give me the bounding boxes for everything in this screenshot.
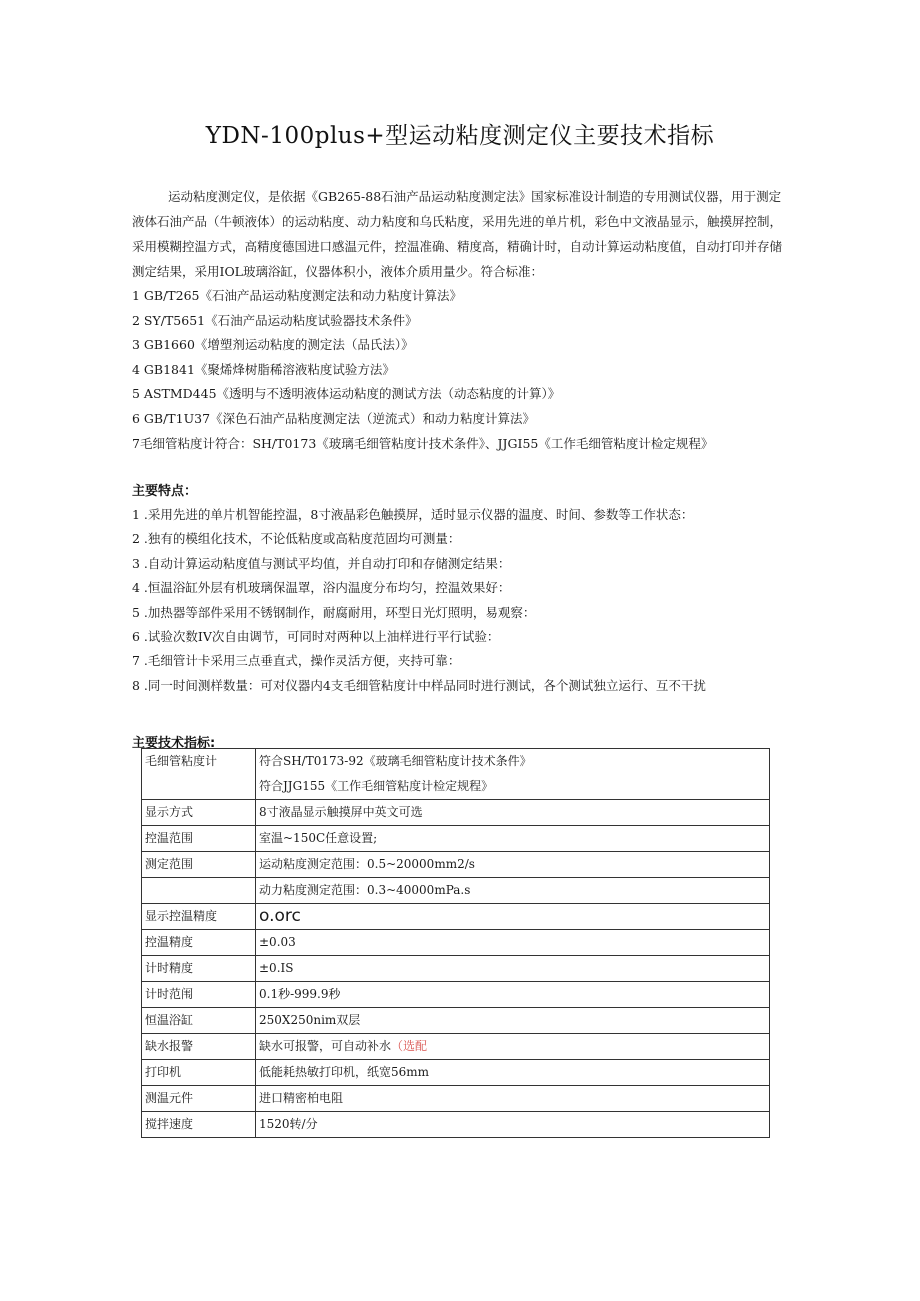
specs-table <box>141 748 770 1138</box>
spec-key: 控温范围 <box>142 826 256 852</box>
table-row <box>142 904 770 930</box>
table-row <box>142 749 770 800</box>
table-row <box>142 800 770 826</box>
spec-key: 搅拌速度 <box>142 1112 256 1138</box>
table-row <box>142 878 770 904</box>
spec-key: 测温元件 <box>142 1086 256 1112</box>
list-item: 3 .自动计算运动粘度值与测试平均值，并自动打印和存储测定结果： <box>132 555 511 571</box>
spec-key: 显示控温精度 <box>142 904 256 930</box>
spec-value-line: 符合SH/T0173-92《玻璃毛细管粘度计技术条件》 <box>259 754 532 768</box>
spec-key <box>142 878 256 904</box>
list-item: 8 .同一时间测样数量：可对仪器内4支毛细管粘度计中样品同时进行测试，各个测试独立运行、互不干扰 <box>132 677 706 693</box>
table-row <box>142 1060 770 1086</box>
list-item: 7 .毛细管计卡采用三点垂直式，操作灵活方便，夹持可靠： <box>132 653 461 669</box>
spec-value: 1520转/分 <box>256 1112 770 1138</box>
spec-key: 缺水报警 <box>142 1034 256 1060</box>
spec-value: 0.1秒-999.9秒 <box>256 982 770 1008</box>
spec-key: 打印机 <box>142 1060 256 1086</box>
spec-value: 室温~150C任意设置; <box>256 826 770 852</box>
table-row <box>142 982 770 1008</box>
list-item: 5 ASTMD445《透明与不透明液体运动粘度的测试方法（动态粘度的计算）》 <box>132 386 561 402</box>
table-row <box>142 852 770 878</box>
table-row <box>142 826 770 852</box>
list-item: 5 .加热器等部件采用不锈钢制作，耐腐耐用，环型日光灯照明，易观察： <box>132 604 536 620</box>
spec-key: 控温精度 <box>142 930 256 956</box>
spec-value: o.orc <box>256 904 770 930</box>
spec-value: 低能耗热敏打印机，纸宽56mm <box>256 1060 770 1086</box>
spec-value: ±0.03 <box>256 930 770 956</box>
spec-value: 动力粘度测定范围：0.3~40000mPa.s <box>256 878 770 904</box>
list-item: 1 GB/T265《石油产品运动粘度测定法和动力粘度计算法》 <box>132 288 463 303</box>
page-title: YDN-100plus+型运动粘度测定仪主要技术指标 <box>205 123 715 149</box>
spec-value: 进口精密柏电阻 <box>256 1086 770 1112</box>
table-row <box>142 930 770 956</box>
standards-list <box>132 284 792 456</box>
list-item: 3 GB1660《增塑剂运动粘度的测定法（品氏法）》 <box>132 337 414 353</box>
list-item: 4 GB1841《聚烯烽树脂稀溶液粘度试验方法》 <box>132 361 395 377</box>
spec-value-text: 缺水可报警，可自动补水 <box>259 1039 392 1053</box>
list-item: 2 SY/T5651《石油产品运动粘度试验器技术条件》 <box>132 312 418 328</box>
list-item: 1 .采用先进的单片机智能控温，8寸液晶彩色触摸屏，适时显示仪器的温度、时间、参数等工作状态： <box>132 507 694 522</box>
list-item: 6 .试验次数IV次自由调节，可同时对两种以上油样进行平行试验： <box>132 628 500 644</box>
spec-key: 恒温浴缸 <box>142 1008 256 1034</box>
spec-key: 计时精度 <box>142 956 256 982</box>
spec-value <box>256 749 770 800</box>
table-row <box>142 1086 770 1112</box>
list-item: 6 GB/T1U37《深色石油产品粘度测定法（逆流式）和动力粘度计算法》 <box>132 410 536 426</box>
specs-heading: 主要技术指标: <box>132 736 216 751</box>
features-list <box>132 503 812 698</box>
spec-value: ±0.IS <box>256 956 770 982</box>
table-row <box>142 1008 770 1034</box>
intro-paragraph: 运动粘度测定仪，是依据《GB265-88石油产品运动粘度测定法》国家标准设计制造的专用测试仪器，用于测定液体石油产品（牛顿液体）的运动粘度、动力粘度和乌氏粘度，采用先进的单片机，彩色中文液晶显示，触摸屏控制，采用模糊控温方式，高精度德国进口感温元件，控温准确、精度高，精确计时，自动计算运动粘度值，自动打印并存储测定结果，采用IOL玻璃浴缸，仪器体积小，液体介质用量少。符合标准： <box>132 189 783 279</box>
spec-key: 毛细管粘度计 <box>142 749 256 800</box>
list-item: 7毛细管粘度计符合：SH/T0173《玻璃毛细管粘度计技术条件》、JJGI55《工作毛细管粘度计检定规程》 <box>132 435 714 451</box>
spec-value-line: 符合JJG155《工作毛细管粘度计检定规程》 <box>259 779 494 793</box>
features-heading: 主要特点： <box>132 484 198 499</box>
spec-value: 8寸液晶显示触摸屏中英文可选 <box>256 800 770 826</box>
spec-key: 计时范闱 <box>142 982 256 1008</box>
list-item: 4 .恒温浴缸外层有机玻璃保温罩，浴内温度分布均匀，控温效果好： <box>132 580 511 596</box>
spec-value: 运动粘度测定范围：0.5~20000mm2/s <box>256 852 770 878</box>
list-item: 2 .独有的模组化技术，不论低粘度或高粘度范固均可测量： <box>132 531 461 547</box>
spec-key: 显示方式 <box>142 800 256 826</box>
spec-value <box>256 1034 770 1060</box>
optional-note: （选配 <box>391 1039 428 1053</box>
spec-key: 测定范围 <box>142 852 256 878</box>
table-row <box>142 1112 770 1138</box>
table-row <box>142 956 770 982</box>
spec-value: 250X250nim双层 <box>256 1008 770 1034</box>
table-row <box>142 1034 770 1060</box>
